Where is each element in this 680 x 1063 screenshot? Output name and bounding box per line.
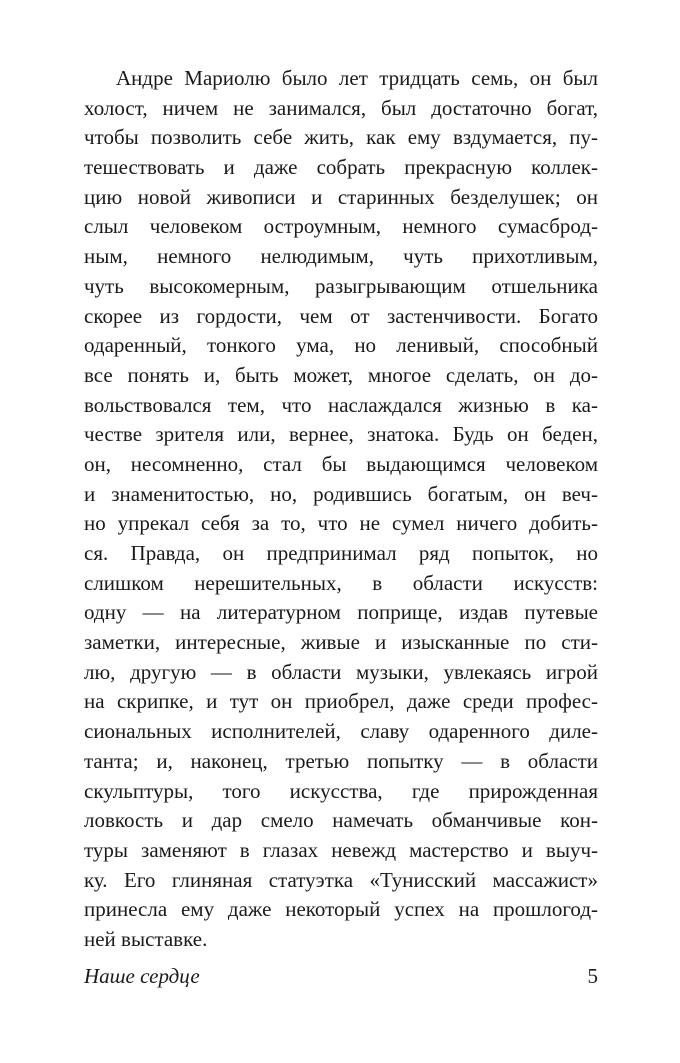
text-line: принесла ему даже некоторый успех на прошлогод- — [84, 897, 598, 922]
text-line: лю, другую — в области музыки, увлекаясь игрой — [84, 659, 598, 684]
text-line: заметки, интересные, живые и изысканные по сти- — [84, 630, 598, 655]
text-line: но упрекал себя за то, что не сумел ничего добить- — [84, 511, 598, 536]
text-line: чтобы позволить себе жить, как ему вздумается, пу- — [84, 125, 598, 150]
text-line: вольствовался тем, что наслаждался жизнью в ка- — [84, 392, 598, 417]
text-line: все понять и, быть может, многое сделать, он до- — [84, 362, 598, 387]
text-line: честве зрителя или, вернее, знатока. Будь он беден, — [84, 422, 598, 447]
text-line: ней выставке. — [84, 926, 208, 951]
text-line: сиональных исполнителей, славу одаренного диле- — [84, 719, 598, 744]
text-line: он, несомненно, стал бы выдающимся человеком — [84, 451, 598, 476]
text-line: на скрипке, и тут он приобрел, даже среди профес- — [84, 689, 598, 714]
text-line: и знаменитостью, но, родившись богатым, он веч- — [84, 481, 598, 506]
text-line: слишком нерешительных, в области искусств: — [84, 570, 598, 595]
text-line: ся. Правда, он предпринимал ряд попыток, но — [84, 541, 598, 565]
text-line: цию новой живописи и старинных безделушек; он — [84, 184, 598, 209]
text-line: ку. Его глиняная статуэтка «Тунисский массажист» — [84, 867, 598, 892]
text-line: танта; и, наконец, третью попытку — в области — [84, 748, 598, 773]
text-line: одаренный, тонкого ума, но ленивый, способный — [84, 333, 598, 358]
text-line: тешествовать и даже собрать прекрасную коллек- — [84, 155, 598, 180]
page-number: 5 — [587, 964, 598, 988]
text-line: Андре Мариолю было лет тридцать семь, он был — [116, 66, 598, 90]
text-line: скульптуры, того искусства, где прирожденная — [84, 778, 598, 803]
text-line: ловкость и дар смело намечать обманчивые кон- — [84, 808, 598, 833]
text-line: одну — на литературном поприще, издав путевые — [84, 600, 598, 625]
body-text — [84, 64, 598, 955]
text-line: чуть высокомерным, разыгрывающим отшельника — [84, 273, 598, 298]
text-line: холост, ничем не занимался, был достаточно богат, — [84, 95, 598, 120]
text-line: слыл человеком остроумным, немного сумасброд- — [84, 214, 598, 239]
text-line: ным, немного нелюдимым, чуть прихотливым, — [84, 244, 598, 269]
running-footer-title: Наше сердце — [84, 964, 200, 988]
text-line: туры заменяют в глазах невежд мастерство и выуч- — [84, 837, 598, 862]
text-line: скорее из гордости, чем от застенчивости. Богато — [84, 303, 598, 328]
